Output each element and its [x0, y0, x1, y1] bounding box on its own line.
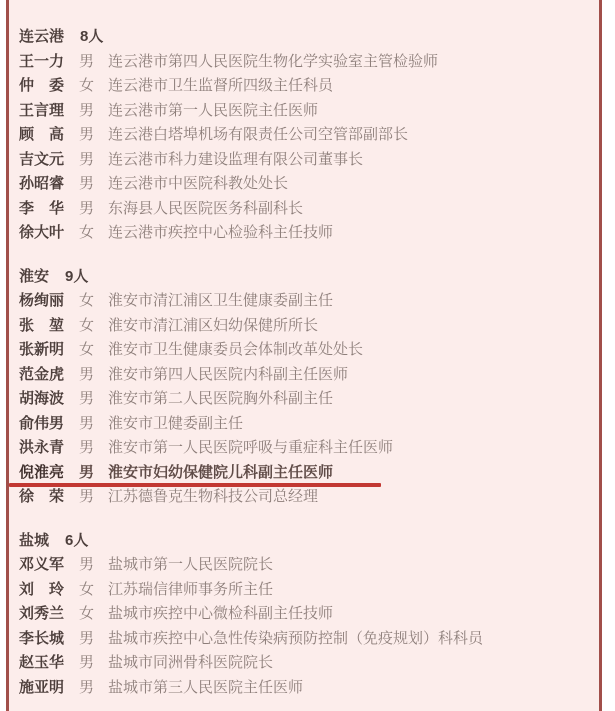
person-row	[19, 436, 591, 461]
person-row	[19, 221, 591, 246]
person-name: 赵玉华	[19, 654, 65, 671]
person-gender: 男	[79, 678, 95, 696]
person-name: 顾 高	[19, 126, 65, 143]
person-row	[19, 553, 591, 578]
person-row	[19, 50, 591, 75]
person-row	[19, 387, 591, 412]
person-title: 盐城市同洲骨科医院院长	[108, 654, 274, 671]
person-gender: 男	[79, 126, 95, 143]
person-row	[19, 99, 591, 124]
person-row	[19, 651, 591, 676]
person-row	[19, 578, 591, 603]
person-gender: 男	[79, 629, 95, 647]
person-gender: 男	[79, 150, 95, 168]
person-gender: 男	[79, 414, 95, 432]
person-row	[19, 602, 591, 627]
person-title: 淮安市第二人民医院胸外科副主任	[108, 390, 334, 407]
person-name: 徐大叶	[19, 224, 65, 241]
person-row	[19, 289, 591, 314]
city-section-1	[19, 265, 591, 510]
person-gender: 女	[79, 341, 95, 358]
section-count: 6人	[65, 531, 89, 549]
person-name: 张新明	[19, 341, 65, 358]
roster-panel	[6, 0, 602, 711]
person-gender: 男	[79, 488, 95, 505]
person-name: 孙昭睿	[19, 175, 65, 192]
person-title: 淮安市清江浦区卫生健康委副主任	[108, 292, 334, 309]
person-title: 淮安市第一人民医院呼吸与重症科主任医师	[108, 439, 394, 456]
section-header	[19, 265, 591, 290]
person-row	[19, 485, 591, 510]
person-name: 倪淮亮	[19, 463, 65, 481]
person-name: 施亚明	[19, 678, 65, 696]
section-header	[19, 529, 591, 554]
person-title: 淮安市第四人民医院内科副主任医师	[108, 365, 349, 383]
person-name: 刘秀兰	[19, 605, 65, 622]
section-header	[19, 25, 591, 50]
person-title: 连云港市科力建设监理有限公司董事长	[108, 150, 364, 168]
person-title: 连云港市第一人民医院主任医师	[108, 101, 319, 119]
person-row	[19, 172, 591, 197]
person-title: 盐城市疾控中心急性传染病预防控制（免疫规划）科科员	[108, 629, 484, 647]
person-name: 李 华	[19, 199, 65, 217]
person-title: 盐城市第三人民医院主任医师	[108, 678, 304, 696]
person-title: 东海县人民医院医务科副科长	[108, 199, 304, 217]
person-row	[19, 363, 591, 388]
city-section-0	[19, 25, 591, 246]
person-row	[19, 338, 591, 363]
person-row	[19, 123, 591, 148]
person-gender: 男	[79, 556, 95, 573]
person-title: 江苏德鲁克生物科技公司总经理	[108, 488, 319, 505]
person-title: 连云港市疾控中心检验科主任技师	[108, 224, 334, 241]
person-gender: 男	[79, 199, 95, 217]
person-gender: 男	[79, 101, 95, 119]
person-row	[19, 461, 591, 486]
person-name: 王一力	[19, 52, 65, 70]
person-title: 淮安市妇幼保健院儿科副主任医师	[108, 463, 334, 481]
person-name: 洪永青	[19, 439, 65, 456]
person-name: 胡海波	[19, 390, 65, 407]
person-row	[19, 676, 591, 701]
person-row	[19, 314, 591, 339]
section-city: 连云港	[19, 28, 65, 45]
person-gender: 女	[79, 580, 95, 598]
section-city: 淮安	[19, 267, 50, 285]
person-title: 淮安市卫生健康委员会体制改革处处长	[108, 341, 364, 358]
person-gender: 男	[79, 390, 95, 407]
city-section-2	[19, 529, 591, 701]
person-name: 俞伟男	[19, 414, 65, 432]
person-name: 徐 荣	[19, 488, 65, 505]
person-gender: 女	[79, 224, 95, 241]
person-title: 淮安市清江浦区妇幼保健所所长	[108, 316, 319, 334]
person-name: 范金虎	[19, 365, 65, 383]
person-name: 李长城	[19, 629, 65, 647]
person-gender: 男	[79, 654, 95, 671]
person-row	[19, 74, 591, 99]
section-rows	[19, 50, 591, 246]
person-name: 张 堃	[19, 316, 65, 334]
person-row	[19, 197, 591, 222]
person-name: 邓义军	[19, 556, 65, 573]
person-name: 杨绚丽	[19, 292, 65, 309]
person-title: 连云港市第四人民医院生物化学实验室主管检验师	[108, 52, 439, 70]
person-gender: 女	[79, 77, 95, 94]
person-name: 刘 玲	[19, 580, 65, 598]
person-title: 江苏瑞信律师事务所主任	[108, 580, 274, 598]
section-rows	[19, 289, 591, 510]
person-name: 吉文元	[19, 150, 65, 168]
person-title: 盐城市疾控中心微检科副主任技师	[108, 605, 334, 622]
person-title: 连云港白塔埠机场有限责任公司空管部副部长	[108, 126, 409, 143]
person-title: 盐城市第一人民医院院长	[108, 556, 274, 573]
person-title: 淮安市卫健委副主任	[108, 414, 244, 432]
person-row	[19, 412, 591, 437]
person-row	[19, 148, 591, 173]
person-title: 连云港市中医院科教处处长	[108, 175, 289, 192]
person-gender: 男	[79, 365, 95, 383]
person-gender: 女	[79, 292, 95, 309]
person-gender: 女	[79, 605, 95, 622]
person-gender: 男	[79, 175, 95, 192]
person-name: 仲 委	[19, 77, 65, 94]
section-count: 8人	[80, 28, 104, 45]
person-gender: 男	[79, 52, 95, 70]
person-row	[19, 627, 591, 652]
section-count: 9人	[65, 267, 89, 285]
section-rows	[19, 553, 591, 700]
person-gender: 女	[79, 316, 95, 334]
person-name: 王言理	[19, 101, 65, 119]
person-gender: 男	[79, 463, 95, 481]
person-title: 连云港市卫生监督所四级主任科员	[108, 77, 334, 94]
section-city: 盐城	[19, 531, 50, 549]
person-gender: 男	[79, 439, 95, 456]
